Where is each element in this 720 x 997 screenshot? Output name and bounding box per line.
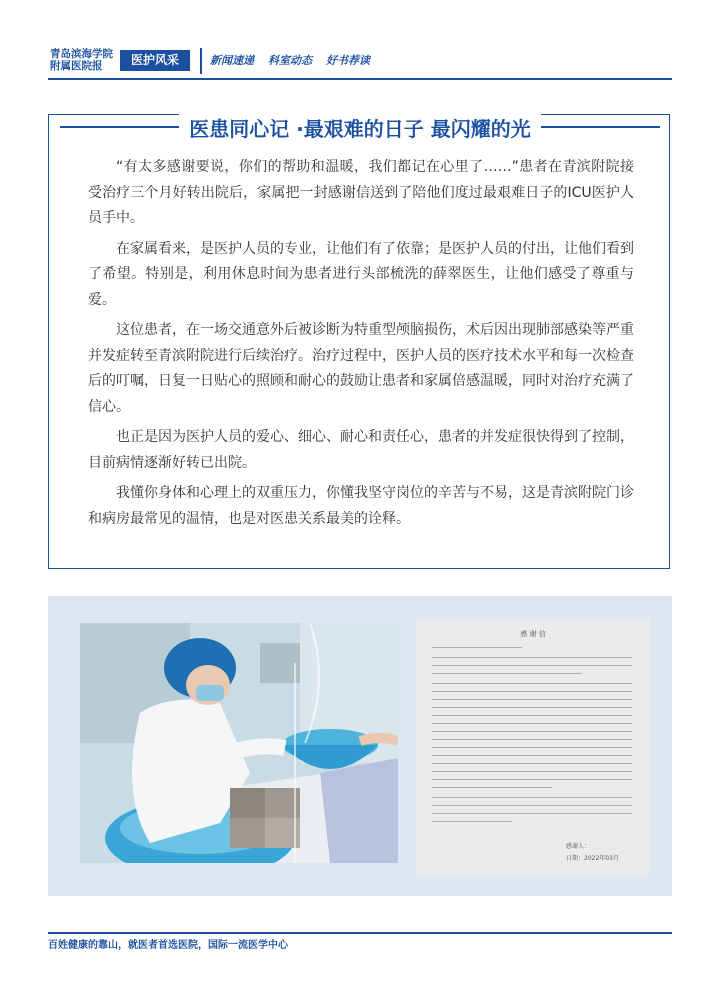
paragraph-4: 也正是因为医护人员的爱心、细心、耐心和责任心，患者的并发症很快得到了控制，目前病情逐渐好转已出院。: [88, 429, 634, 471]
header-divider: [200, 48, 202, 74]
letter-line: [432, 771, 632, 772]
letter-line: [432, 665, 632, 666]
letter-line: [432, 647, 522, 648]
letter-line: [432, 707, 632, 708]
letter-line: [432, 723, 632, 724]
footer-rule: [48, 932, 672, 934]
letter-line: [432, 813, 632, 814]
title-rule-right: [541, 126, 660, 128]
paragraph-5: 我懂你身体和心理上的双重压力，你懂我坚守岗位的辛苦与不易，这是青滨附院门诊和病房最常见的温情，也是对医患关系最美的诠释。: [88, 485, 634, 527]
letter-line: [432, 821, 512, 822]
column-list: [210, 52, 370, 68]
letter-line: [432, 747, 632, 748]
ward-scene-illustration: [80, 623, 398, 863]
letter-line: [432, 657, 632, 658]
letter-line: [432, 797, 632, 798]
letter-signature: 感谢人：: [566, 843, 591, 850]
letter-line: [432, 731, 632, 732]
newspaper-brand: [50, 48, 113, 72]
article-title: 医患同心记 ·最艰难的日子 最闪耀的光: [179, 113, 541, 142]
title-rule-left: [60, 126, 179, 128]
section-tab: 医护风采: [120, 50, 190, 71]
column-department: 科室动态: [268, 54, 312, 67]
letter-line: [432, 755, 632, 756]
column-books: 好书荐读: [326, 54, 370, 67]
letter-line: [432, 683, 632, 684]
paragraph-1: “有太多感谢要说，你们的帮助和温暖，我们都记在心里了……”患者在青滨附院接受治疗三个月好转出院后，家属把一封感谢信送到了陪他们度过最艰难日子的ICU医护人员手中。: [88, 159, 634, 226]
letter-line: [432, 673, 582, 674]
article-title-bar: [60, 109, 660, 145]
column-news: 新闻速递: [210, 54, 254, 67]
footer-slogan: 百姓健康的靠山，就医者首选医院，国际一流医学中心: [48, 940, 288, 951]
brand-line-2: 附属医院报: [50, 60, 103, 72]
letter-date: 日期：2022年03月: [566, 855, 619, 862]
thank-you-letter-photo: [416, 619, 650, 875]
paragraph-3: 这位患者，在一场交通意外后被诊断为特重型颅脑损伤，术后因出现肺部感染等严重并发症转至青滨附院进行后续治疗。治疗过程中，医护人员的医疗技术水平和每一次检查后的叮嘱，日复一日贴心的照顾和耐心的鼓励让患者和家属倍感温暖，同时对治疗充满了信心。: [88, 322, 634, 415]
letter-line: [432, 739, 632, 740]
letter-line: [432, 691, 632, 692]
letter-line: [432, 787, 552, 788]
letter-line: [432, 715, 632, 716]
letter-line: [432, 805, 632, 806]
brand-line-1: 青岛滨海学院: [50, 48, 113, 60]
page-header: [0, 0, 720, 80]
article-body: [88, 155, 634, 537]
header-rule: [48, 78, 672, 80]
letter-line: [432, 763, 632, 764]
paragraph-2: 在家属看来，是医护人员的专业，让他们有了依靠；是医护人员的付出，让他们看到了希望。特别是，利用休息时间为患者进行头部梳洗的薛翠医生，让他们感受了尊重与爱。: [88, 240, 634, 308]
letter-line: [432, 779, 632, 780]
hair-washing-photo: [80, 623, 398, 863]
letter-title: 感 谢 信: [520, 630, 546, 638]
letter-line: [432, 699, 632, 700]
